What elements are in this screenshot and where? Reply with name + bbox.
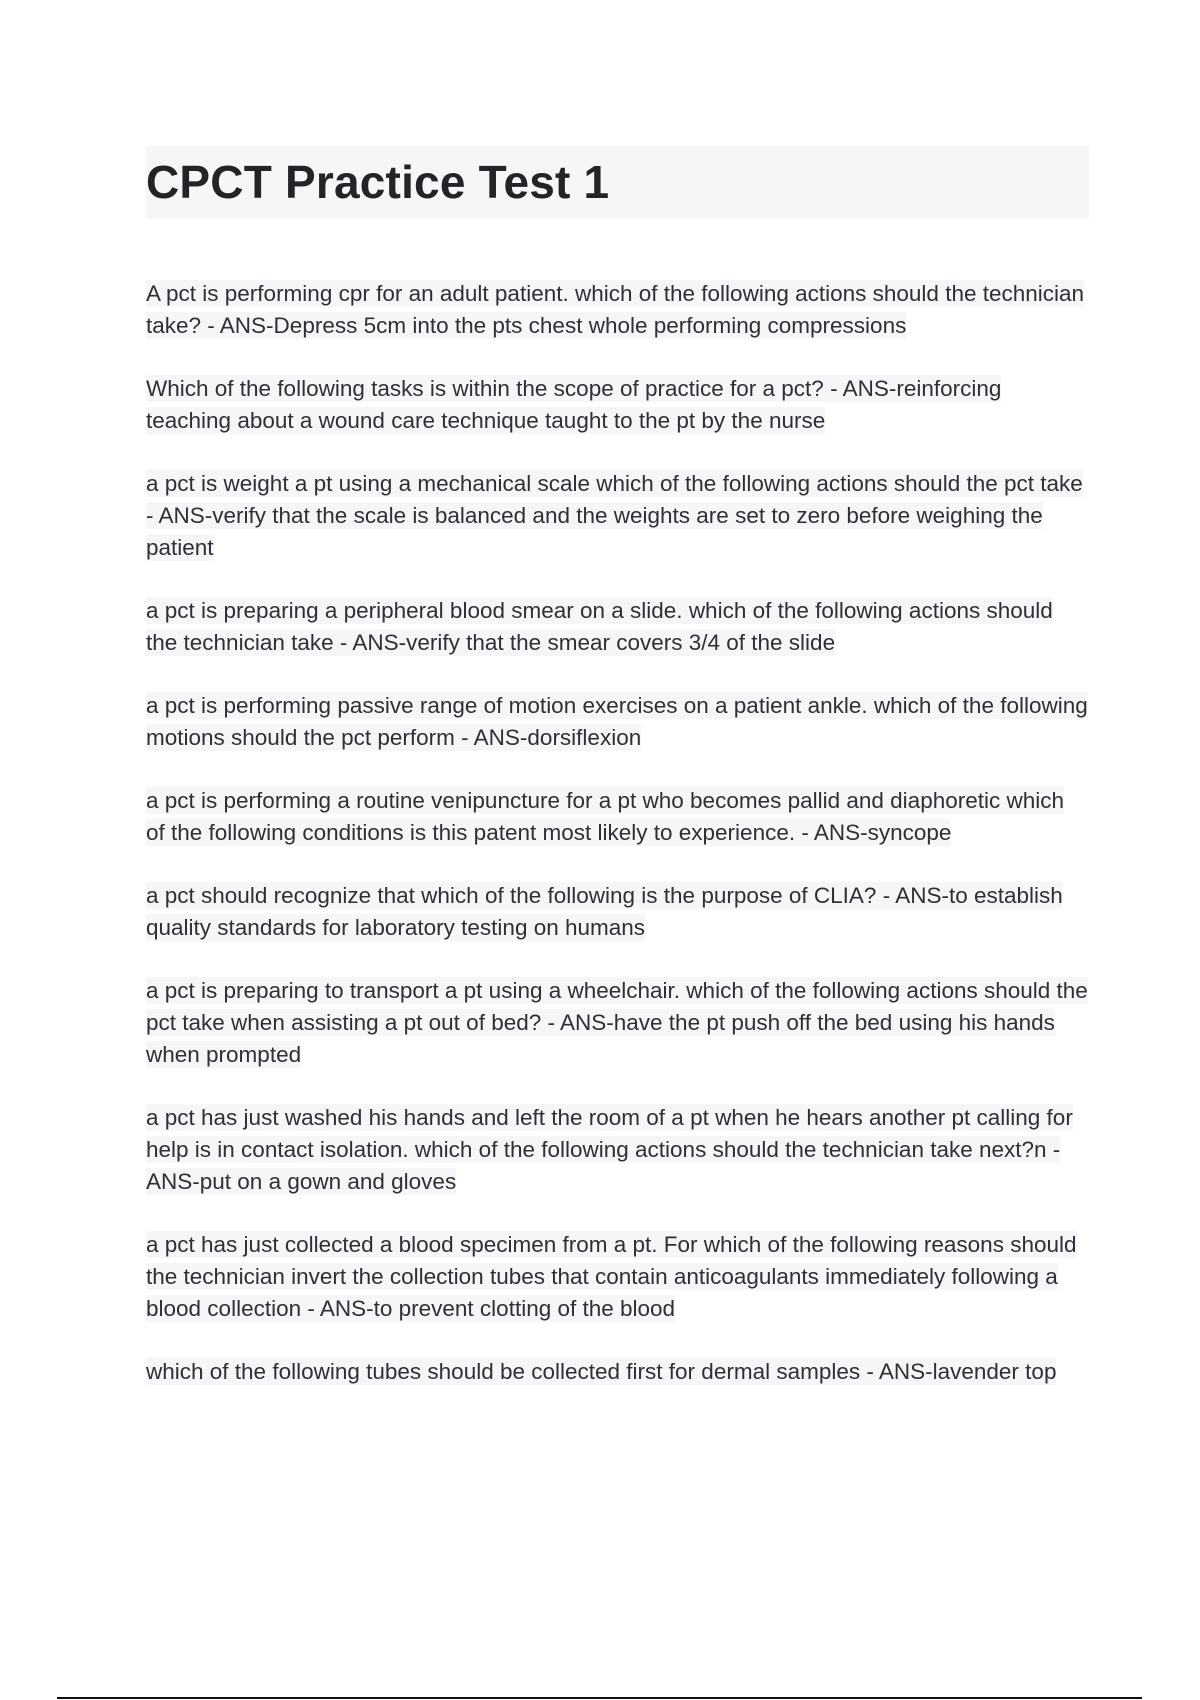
footer-divider bbox=[57, 1697, 1142, 1699]
qa-text: which of the following tubes should be collected first for dermal samples - ANS-lavender top bbox=[146, 1359, 1057, 1384]
qa-list bbox=[146, 278, 1089, 1419]
qa-item bbox=[146, 880, 1089, 944]
qa-text: a pct is preparing a peripheral blood smear on a slide. which of the following actions should the technician take - ANS-verify that the smear covers 3/4 of the slide bbox=[146, 598, 1053, 655]
qa-item bbox=[146, 690, 1089, 754]
page-title: CPCT Practice Test 1 bbox=[146, 156, 610, 208]
qa-item bbox=[146, 1229, 1089, 1325]
qa-item bbox=[146, 278, 1089, 342]
qa-text: a pct has just collected a blood specimen from a pt. For which of the following reasons should the technician invert the collection tubes that contain anticoagulants immediately following a blood collection - ANS-to prevent clotting of the blood bbox=[146, 1232, 1077, 1321]
qa-text: a pct is performing a routine venipuncture for a pt who becomes pallid and diaphoretic which of the following conditions is this patent most likely to experience. - ANS-syncope bbox=[146, 788, 1065, 845]
qa-item bbox=[146, 1356, 1089, 1388]
qa-item bbox=[146, 468, 1089, 564]
qa-item bbox=[146, 785, 1089, 849]
qa-text: a pct is preparing to transport a pt using a wheelchair. which of the following actions should the pct take when assisting a pt out of bed? - ANS-have the pt push off the bed using his hands when prompted bbox=[146, 978, 1088, 1067]
qa-text: a pct has just washed his hands and left the room of a pt when he hears another pt calling for help is in contact isolation. which of the following actions should the technician take next?n - ANS-put on a gown and gloves bbox=[146, 1105, 1073, 1194]
qa-text: a pct is performing passive range of motion exercises on a patient ankle. which of the following motions should the pct perform - ANS-dorsiflexion bbox=[146, 693, 1088, 750]
qa-item bbox=[146, 1102, 1089, 1198]
qa-item bbox=[146, 595, 1089, 659]
qa-item bbox=[146, 975, 1089, 1071]
qa-text: a pct should recognize that which of the following is the purpose of CLIA? - ANS-to establish quality standards for laboratory testing on humans bbox=[146, 883, 1063, 940]
qa-text: A pct is performing cpr for an adult patient. which of the following actions should the technician take? - ANS-Depress 5cm into the pts chest whole performing compressions bbox=[146, 281, 1085, 338]
qa-item bbox=[146, 373, 1089, 437]
qa-text: a pct is weight a pt using a mechanical scale which of the following actions should the pct take - ANS-verify that the scale is balanced and the weights are set to zero before weighing the patient bbox=[146, 471, 1083, 560]
qa-text: Which of the following tasks is within the scope of practice for a pct? - ANS-reinforcing teaching about a wound care technique taught to the pt by the nurse bbox=[146, 376, 1002, 433]
